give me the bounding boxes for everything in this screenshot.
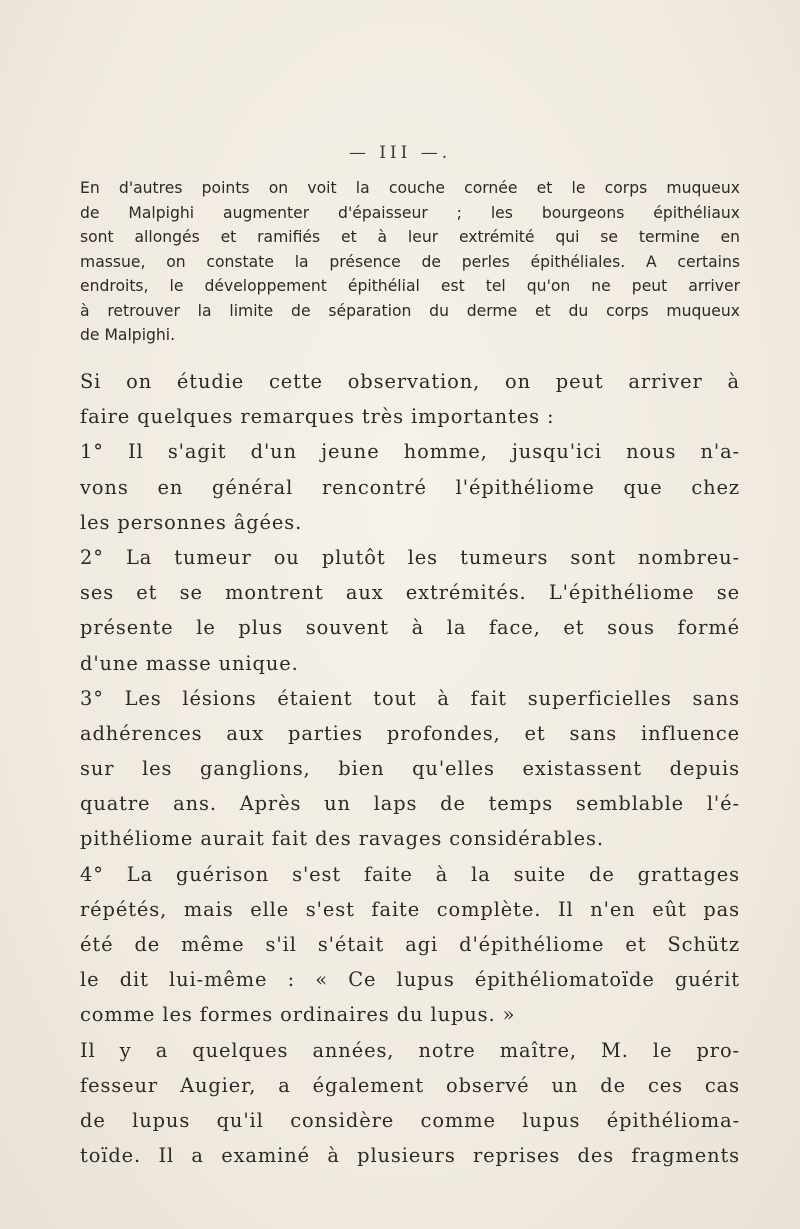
text-line: Si on étudie cette observation, on peut arriver à [80,370,740,393]
text-line: En d'autres points on voit la couche cornée et le corps muqueux [80,179,740,197]
paragraph-observations [80,364,740,1173]
text-line: pithéliome aurait fait des ravages considérables. [80,827,604,851]
text-line: répétés, mais elle s'est faite complète. Il n'en eût pas [80,897,740,921]
text-line: été de même s'il s'était agi d'épithéliome et Schütz [80,933,740,956]
text-line: à retrouver la limite de séparation du derme et du corps muqueux [80,301,740,320]
text-line: de Malpighi. [80,326,176,344]
text-line: sur les ganglions, bien qu'elles existassent depuis [80,757,740,781]
text-line: comme les formes ordinaires du lupus. » [80,1003,516,1027]
text-line: toïde. Il a examiné à plusieurs reprises des fragments [80,1144,740,1168]
text-line: présente le plus souvent à la face, et sous formé [80,616,740,640]
text-line: ses et se montrent aux extrémités. L'épithéliome se [80,581,740,605]
text-line: le dit lui-même : « Ce lupus épithéliomatoïde guérit [80,968,740,992]
text-line: quatre ans. Après un laps de temps semblable l'é- [80,792,740,816]
text-line: endroits, le développement épithélial est tel qu'on ne peut arriver [80,277,740,295]
text-line: Il y a quelques années, notre maître, M. le pro- [80,1038,740,1062]
text-line: de Malpighi augmenter d'épaisseur ; les bourgeons épithéliaux [80,203,740,222]
text-line: vons en général rencontré l'épithéliome que chez [80,475,740,499]
text-line: les personnes âgées. [80,510,303,534]
text-line: faire quelques remarques très importantes : [80,405,555,429]
page-number: — III —. [348,143,452,163]
text-line: adhérences aux parties profondes, et sans influence [80,721,740,745]
text-line: 4° La guérison s'est faite à la suite de grattages [80,862,740,886]
text-line: d'une masse unique. [80,651,299,675]
text-line: de lupus qu'il considère comme lupus épithélioma- [80,1108,740,1132]
text-line: fesseur Augier, a également observé un de ces cas [80,1073,740,1097]
text-line: massue, on constate la présence de perles épithéliales. A certains [80,252,740,271]
text-line: 3° Les lésions étaient tout à fait superficielles sans [80,686,740,710]
text-line: 2° La tumeur ou plutôt les tumeurs sont nombreu- [80,545,740,569]
paragraph-histology [80,176,740,348]
text-line: sont allongés et ramifiés et à leur extrémité qui se termine en [80,228,740,246]
text-line: 1° Il s'agit d'un jeune homme, jusqu'ici nous n'a- [80,440,740,464]
